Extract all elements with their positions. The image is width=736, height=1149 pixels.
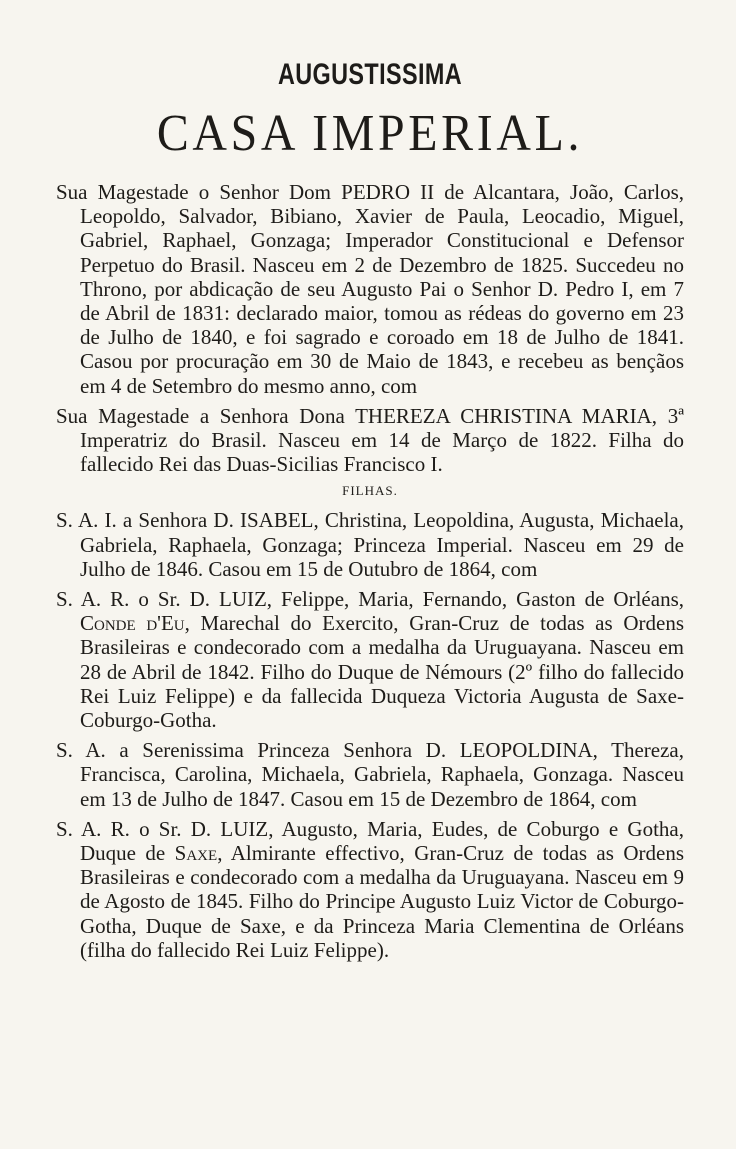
entry-luiz-saxe-text-after: , Almirante effectivo, Gran-Cruz de todas as Ordens Brasileiras e condecorado com a medalha da Uruguayana. Nasceu em 9 de Agosto de 1845. Filho do Principe Augusto Luiz Victor de Coburgo-Gotha, Duque de Saxe, e da Princeza Maria Clementina de Orléans (filha do fallecido Rei Luiz Felippe).	[80, 841, 684, 962]
entry-leopoldina: S. A. a Serenissima Princeza Senhora D. LEOPOLDINA, Thereza, Francisca, Carolina, Michaela, Gabriela, Raphaela, Gonzaga. Nasceu em 13 de Julho de 1847. Casou em 15 de Dezembro de 1864, com	[56, 738, 684, 811]
entry-empress: Sua Magestade a Senhora Dona THEREZA CHRISTINA MARIA, 3ª Imperatriz do Brasil. Nasceu em 14 de Março de 1822. Filha do fallecido Rei das Duas-Sicilias Francisco I.	[56, 403, 684, 477]
title-augustissima: AUGUSTISSIMA	[277, 58, 463, 91]
entry-luiz-orleans-text-after: , Marechal do Exercito, Gran-Cruz de todas as Ordens Brasileiras e condecorado com a medalha da Uruguayana. Nasceu em 28 de Abril de 1842. Filho do Duque de Némours (2º filho do fallecido Rei Luiz Felippe) e da fallecida Duqueza Victoria Augusta de Saxe-Coburgo-Gotha.	[80, 611, 684, 733]
section-heading-filhas: FILHAS.	[342, 483, 398, 499]
entry-luiz-saxe	[56, 817, 684, 962]
entry-luiz-orleans	[56, 587, 684, 732]
entry-luiz-saxe-title: Saxe	[174, 841, 218, 866]
entry-isabel: S. A. I. a Senhora D. ISABEL, Christina, Leopoldina, Augusta, Michaela, Gabriela, Raphaela, Gonzaga; Princeza Imperial. Nasceu em 29 de Julho de 1846. Casou em 15 de Outubro de 1864, com	[56, 508, 684, 581]
title-casa-imperial: CASA IMPERIAL.	[156, 105, 584, 162]
entry-luiz-orleans-text-before: S. A. R. o Sr. D. LUIZ, Felippe, Maria, Fernando, Gaston de Orléans,	[56, 587, 684, 612]
entry-luiz-orleans-title: Conde d'Eu	[80, 611, 185, 636]
entry-luiz-saxe-text-before: S. A. R. o Sr. D. LUIZ, Augusto, Maria, Eudes, de Coburgo e Gotha, Duque de	[56, 816, 684, 866]
entry-emperor: Sua Magestade o Senhor Dom PEDRO II de Alcantara, João, Carlos, Leopoldo, Salvador, Bibiano, Xavier de Paula, Leocadio, Miguel, Gabriel, Raphael, Gonzaga; Imperador Constitucional e Defensor Perpetuo do Brasil. Nasceu em 2 de Dezembro de 1825. Succedeu no Throno, por abdicação de seu Augusto Pai o Senhor D. Pedro I, em 7 de Abril de 1831: declarado maior, tomou as rédeas do governo em 23 de Julho de 1840, e foi sagrado e coroado em 18 de Julho de 1841. Casou por procuração em 30 de Maio de 1843, e recebeu as bençãos em 4 de Setembro do mesmo anno, com	[56, 180, 684, 398]
